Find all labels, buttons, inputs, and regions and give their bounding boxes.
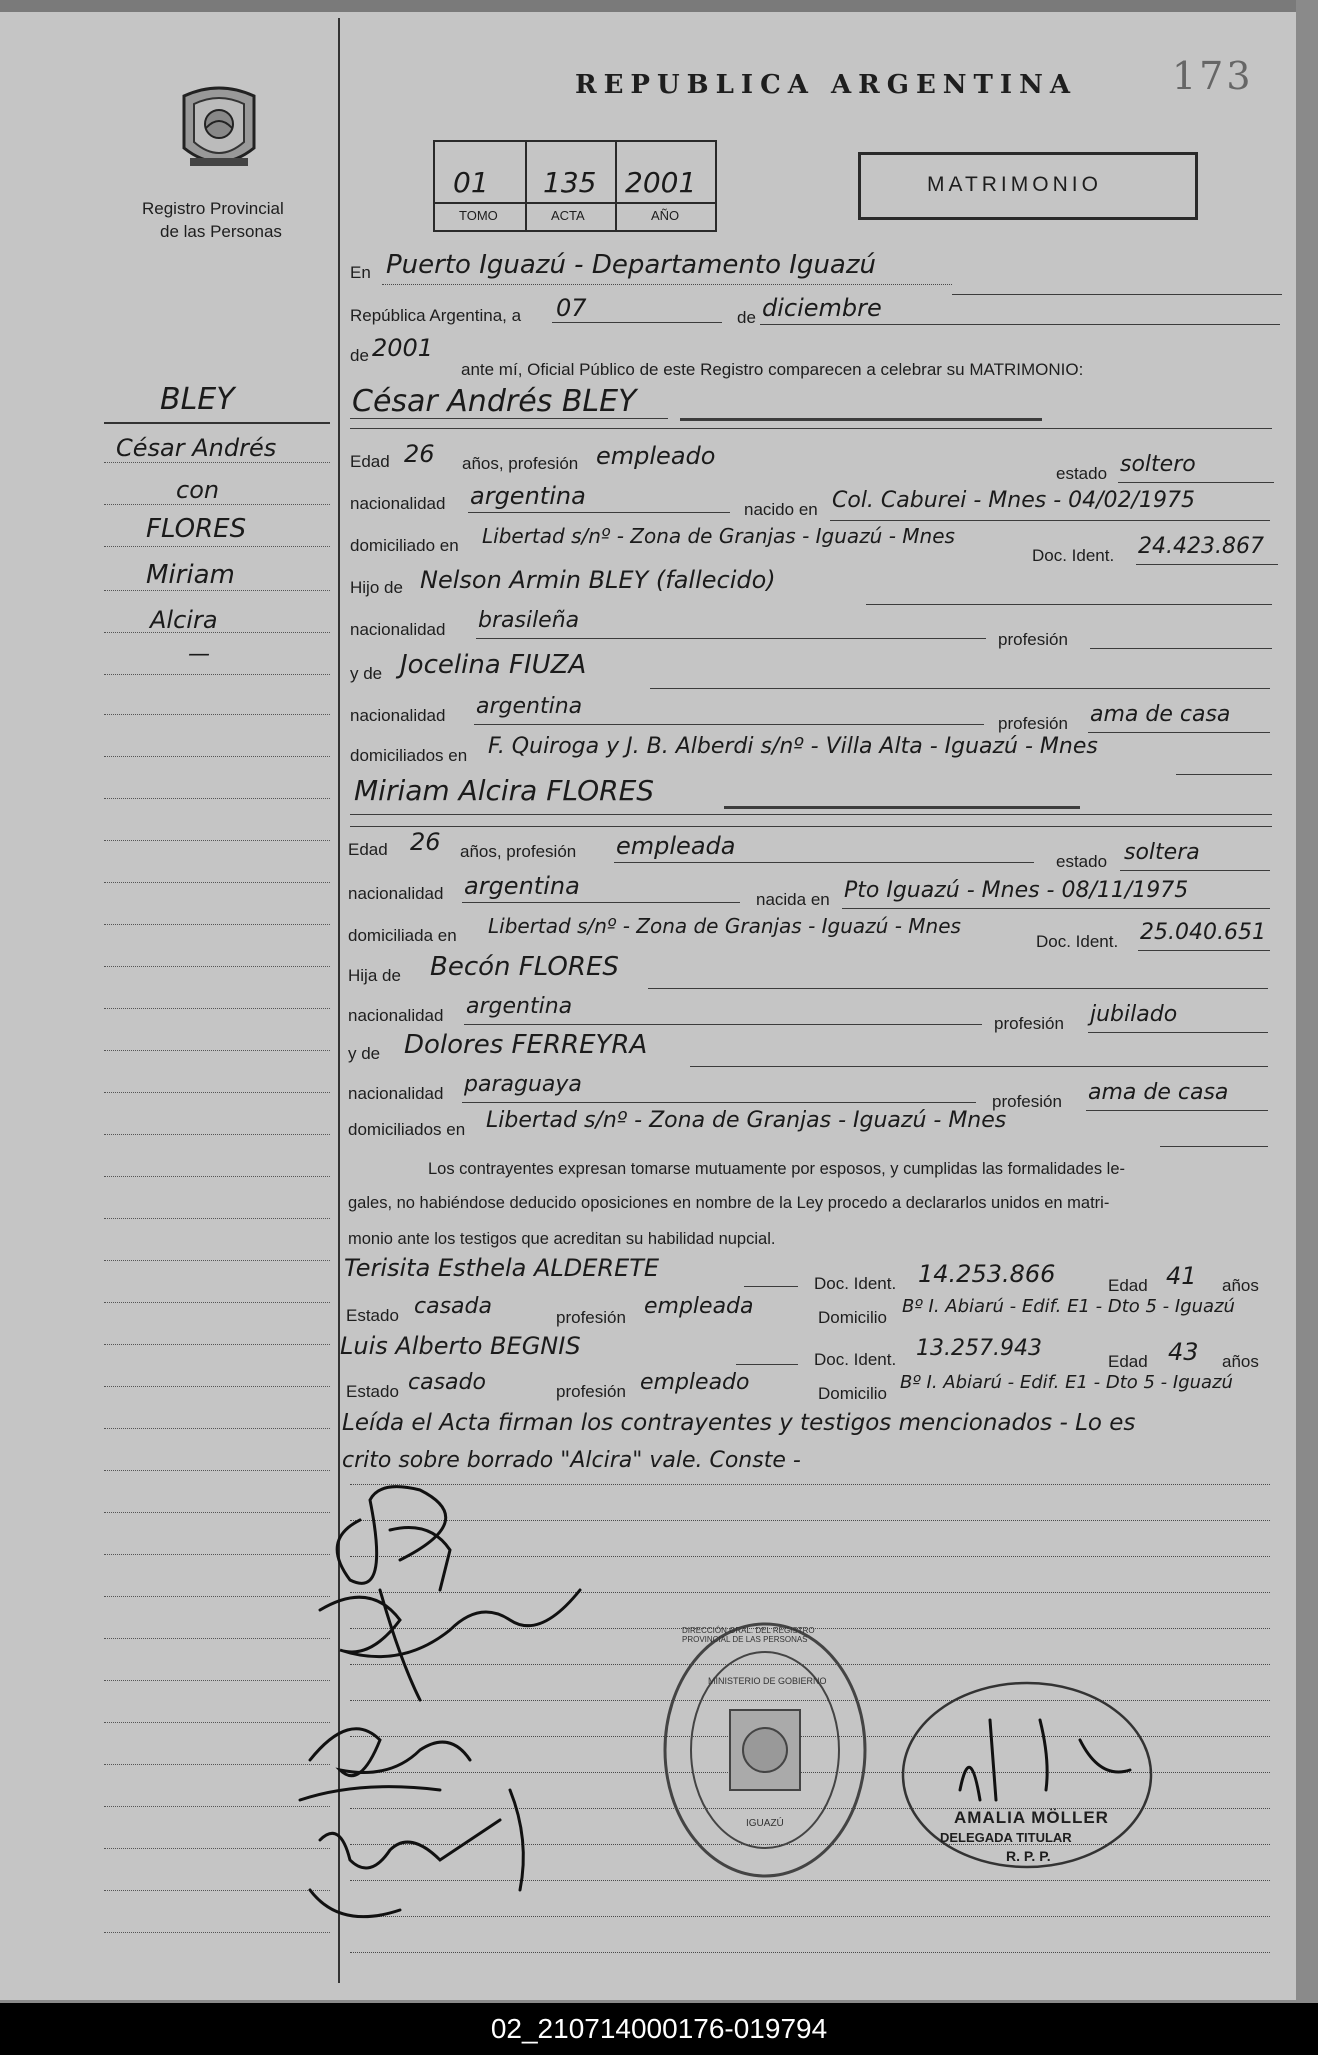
margin-rule (104, 462, 330, 463)
groom-dom-label: domiciliado en (350, 536, 459, 555)
witness1-prof-label: profesión (556, 1308, 626, 1327)
witness2-status: casado (408, 1370, 486, 1395)
bride-parents-dom-label: domiciliados en (348, 1120, 466, 1139)
margin-rule (104, 674, 330, 675)
day-value: 07 (556, 294, 587, 322)
margin-rule (104, 1050, 330, 1051)
margin-rule (104, 924, 330, 925)
declaration-line1: Los contrayentes expresan tomarse mutuamente por esposos, y cumplidas las formalidades le- (428, 1160, 1126, 1178)
witness1-age: 41 (1166, 1262, 1197, 1290)
margin-rule (104, 1218, 330, 1219)
groom-mother-line (650, 688, 1270, 689)
witness1-anos-label: años (1222, 1276, 1259, 1295)
note-line1: Leída el Acta firman los contrayentes y testigos mencionados - Lo es (342, 1410, 1136, 1436)
groom-mother-label: y de (350, 664, 383, 683)
year-value: 2001 (372, 334, 434, 362)
bride-mother-prof: ama de casa (1088, 1080, 1229, 1105)
margin-rule (104, 1134, 330, 1135)
groom-section-rule (350, 428, 1272, 429)
witness1-name-line (744, 1286, 798, 1287)
margin-rule (104, 1260, 330, 1261)
margin-rule (104, 714, 330, 715)
witness1-name: Terisita Esthela ALDERETE (344, 1254, 660, 1282)
bride-mother-label: y de (348, 1044, 381, 1063)
groom-prof-label: años, profesión (462, 454, 579, 473)
groom-parents-domicile: F. Quiroga y J. B. Alberdi s/nº - Villa Alta - Iguazú - Mnes (488, 734, 1098, 759)
place-value: Puerto Iguazú - Departamento Iguazú (386, 250, 876, 280)
bride-doc: 25.040.651 (1140, 920, 1266, 945)
bride-father-label: Hija de (348, 966, 401, 985)
witness2-age-label: Edad (1108, 1352, 1148, 1371)
ano-value: 2001 (625, 166, 697, 199)
margin-rule (104, 1428, 330, 1429)
bride-mother-line (690, 1066, 1268, 1067)
margin-rule (104, 798, 330, 799)
republic-label: República Argentina, a (350, 306, 522, 325)
registry-round-stamp (660, 1620, 870, 1880)
margin-rule (104, 1386, 330, 1387)
bride-status-line (1120, 870, 1270, 871)
place-line-end (952, 294, 1282, 295)
witness2-name-line (736, 1364, 798, 1365)
page-top-edge (0, 0, 1296, 12)
acta-value: 135 (543, 166, 597, 199)
groom-father-line (866, 604, 1272, 605)
margin-rule (104, 1302, 330, 1303)
witness2-prof-label: profesión (556, 1382, 626, 1401)
declaration-line2: gales, no habiéndose deducido oposiciones en nombre de la Ley procedo a declararlos unidos en matri- (348, 1194, 1110, 1212)
groom-nationality: argentina (470, 482, 586, 510)
bride-mother: Dolores FERREYRA (404, 1030, 648, 1060)
margin-rule (104, 756, 330, 757)
groom-birth: Col. Caburei - Mnes - 04/02/1975 (832, 488, 1195, 513)
witness2-name: Luis Alberto BEGNIS (340, 1332, 581, 1360)
note-line2: crito sobre borrado "Alcira" vale. Conste - (342, 1448, 801, 1473)
witness1-age-label: Edad (1108, 1276, 1148, 1295)
witness1-doc: 14.253.866 (918, 1260, 1056, 1288)
witness1-status: casada (414, 1294, 492, 1319)
bride-domicile: Libertad s/nº - Zona de Granjas - Iguazú - Mnes (488, 914, 961, 938)
margin-bride-surname: FLORES (146, 514, 247, 544)
barcode-footer: 02_210714000176-019794 (0, 2003, 1318, 2055)
bride-mother-nat-line (462, 1102, 976, 1103)
bride-section-rule (350, 814, 1272, 815)
bride-parents-domicile: Libertad s/nº - Zona de Granjas - Iguazú - Mnes (486, 1108, 1007, 1133)
margin-rule (104, 882, 330, 883)
bride-father-nat-line (464, 1024, 982, 1025)
tomo-value: 01 (453, 166, 489, 199)
appear-text: ante mí, Oficial Público de este Registro comparecen a celebrar su MATRIMONIO: (461, 360, 1084, 379)
bride-father-prof-line (1088, 1032, 1268, 1033)
bride-birth: Pto Iguazú - Mnes - 08/11/1975 (844, 878, 1189, 903)
bride-prof-line (614, 862, 1034, 863)
witness2-doc-label: Doc. Ident. (814, 1350, 897, 1369)
margin-rule (104, 504, 330, 505)
groom-father-nat-label: nacionalidad (350, 620, 446, 639)
month-line (760, 324, 1280, 325)
margin-rule (104, 590, 330, 591)
bride-mother-prof-line (1086, 1110, 1268, 1111)
bride-nationality: argentina (464, 872, 580, 900)
margin-bride-name2: Alcira (150, 606, 218, 634)
bride-nat-line (462, 902, 740, 903)
bride-status: soltera (1124, 840, 1200, 865)
witness2-age: 43 (1168, 1338, 1199, 1366)
groom-doc-line (1136, 564, 1278, 565)
witness1-prof: empleada (644, 1294, 754, 1319)
folio-number: 173 (1172, 54, 1254, 98)
ano-label: AÑO (651, 208, 680, 223)
bride-father-nat-label: nacionalidad (348, 1006, 444, 1025)
bride-nat-label: nacionalidad (348, 884, 444, 903)
groom-mother-nat-label: nacionalidad (350, 706, 446, 725)
groom-status-label: estado (1056, 464, 1108, 483)
groom-father-prof-label: profesión (998, 630, 1068, 649)
body-ruled-line (350, 1952, 1270, 1953)
margin-surname: BLEY (160, 382, 235, 417)
witness2-status-label: Estado (346, 1382, 399, 1401)
margin-rule (104, 840, 330, 841)
groom-name-line-end (680, 418, 1042, 421)
margin-rule (104, 1344, 330, 1345)
groom-born-label: nacido en (744, 500, 818, 519)
officer-registry: R. P. P. (1006, 1848, 1051, 1864)
record-number-box (433, 140, 717, 232)
bride-dom-label: domiciliada en (348, 926, 457, 945)
groom-mother-prof-line (1088, 732, 1270, 733)
margin-given-names: César Andrés (116, 434, 277, 462)
groom-age-label: Edad (350, 452, 390, 471)
witness2-prof: empleado (640, 1370, 750, 1395)
place-line (382, 284, 952, 285)
bride-status-label: estado (1056, 852, 1108, 871)
groom-nat-line (468, 512, 730, 513)
stamp-round-text: DIRECCIÓN GRAL. DEL REGISTRO PROVINCIAL DE LAS PERSONAS (682, 1626, 815, 1644)
officer-stamp (900, 1680, 1154, 1870)
groom-father-nat-line (476, 638, 986, 639)
groom-doc-label: Doc. Ident. (1032, 546, 1115, 565)
province-seal (176, 78, 262, 178)
bride-profession: empleada (616, 832, 736, 860)
act-type-label: MATRIMONIO (927, 173, 1102, 196)
groom-nat-label: nacionalidad (350, 494, 446, 513)
bride-section-rule2 (350, 826, 1272, 827)
bride-name: Miriam Alcira FLORES (354, 774, 655, 807)
groom-mother-prof-label: profesión (998, 714, 1068, 733)
tomo-label: TOMO (459, 208, 498, 223)
bride-age-label: Edad (348, 840, 388, 859)
bride-mother-prof-label: profesión (992, 1092, 1062, 1111)
witness2-dom-label: Domicilio (818, 1384, 887, 1403)
bride-born-label: nacida en (756, 890, 830, 909)
bride-mother-nat-label: nacionalidad (348, 1084, 444, 1103)
bride-prof-label: años, profesión (460, 842, 577, 861)
groom-mother-prof: ama de casa (1090, 702, 1231, 727)
groom-parents-dom-line (1176, 774, 1272, 775)
margin-bride-name1: Miriam (146, 560, 235, 590)
bride-age: 26 (410, 828, 441, 856)
officer-name: AMALIA MÖLLER (954, 1808, 1109, 1827)
bride-birth-line (842, 908, 1270, 909)
registry-name-line1: Registro Provincial (142, 199, 284, 218)
month-value: diciembre (762, 294, 882, 322)
groom-parents-dom-label: domiciliados en (350, 746, 468, 765)
groom-father: Nelson Armin BLEY (fallecido) (420, 566, 776, 594)
stamp-round-inner: MINISTERIO DE GOBIERNO (708, 1676, 827, 1686)
officer-title: DELEGADA TITULAR (940, 1830, 1072, 1845)
margin-rule (104, 1092, 330, 1093)
signatures-drawing (280, 1460, 620, 1940)
bride-parents-dom-line (1160, 1146, 1268, 1147)
groom-name: César Andrés BLEY (352, 384, 637, 419)
witness2-domicile: Bº I. Abiarú - Edif. E1 - Dto 5 - Iguazú (900, 1372, 1233, 1393)
country-title: REPUBLICA ARGENTINA (575, 70, 1078, 100)
groom-mother-nat-line (474, 724, 984, 725)
witness1-dom-label: Domicilio (818, 1308, 887, 1327)
groom-father-nat: brasileña (478, 608, 580, 633)
day-line (552, 322, 722, 323)
bride-father: Becón FLORES (430, 952, 619, 982)
witness1-domicile: Bº I. Abiarú - Edif. E1 - Dto 5 - Iguazú (902, 1296, 1235, 1317)
margin-rule (104, 966, 330, 967)
bride-doc-label: Doc. Ident. (1036, 932, 1119, 951)
bride-father-nat: argentina (466, 994, 573, 1019)
declaration-line3: monio ante los testigos que acreditan su habilidad nupcial. (348, 1230, 776, 1248)
witness1-status-label: Estado (346, 1306, 399, 1325)
registry-name-line2: de las Personas (160, 222, 282, 241)
bride-father-line (648, 988, 1268, 989)
bride-mother-nat: paraguaya (464, 1072, 582, 1097)
margin-rule (104, 1176, 330, 1177)
groom-birth-line (830, 520, 1270, 521)
bride-doc-line (1138, 950, 1270, 951)
groom-father-prof-line (1090, 648, 1272, 649)
groom-domicile: Libertad s/nº - Zona de Granjas - Iguazú - Mnes (482, 524, 955, 548)
witness1-doc-label: Doc. Ident. (814, 1274, 897, 1293)
groom-status: soltero (1120, 452, 1196, 477)
groom-mother: Jocelina FIUZA (400, 650, 587, 680)
bride-name-line (724, 806, 1080, 809)
margin-rule (104, 1008, 330, 1009)
groom-mother-nat: argentina (476, 694, 583, 719)
groom-doc: 24.423.867 (1138, 534, 1264, 559)
groom-profession: empleado (596, 442, 716, 470)
stamp-round-bottom: IGUAZÚ (746, 1818, 784, 1829)
groom-name-line (350, 418, 668, 419)
de-label: de (737, 308, 756, 327)
margin-rule (104, 546, 330, 547)
groom-age: 26 (404, 440, 435, 468)
acta-label: ACTA (551, 208, 585, 223)
bride-father-prof-label: profesión (994, 1014, 1064, 1033)
witness2-anos-label: años (1222, 1352, 1259, 1371)
bride-father-prof: jubilado (1090, 1002, 1178, 1027)
margin-dash: — (188, 642, 210, 667)
margin-con: con (176, 476, 220, 504)
groom-status-line (1118, 482, 1274, 483)
act-type-box (858, 152, 1198, 220)
en-label: En (350, 263, 371, 282)
margin-top-rule (104, 422, 330, 424)
witness2-doc: 13.257.943 (916, 1336, 1042, 1361)
year-label: de (350, 346, 369, 365)
groom-father-label: Hijo de (350, 578, 403, 597)
